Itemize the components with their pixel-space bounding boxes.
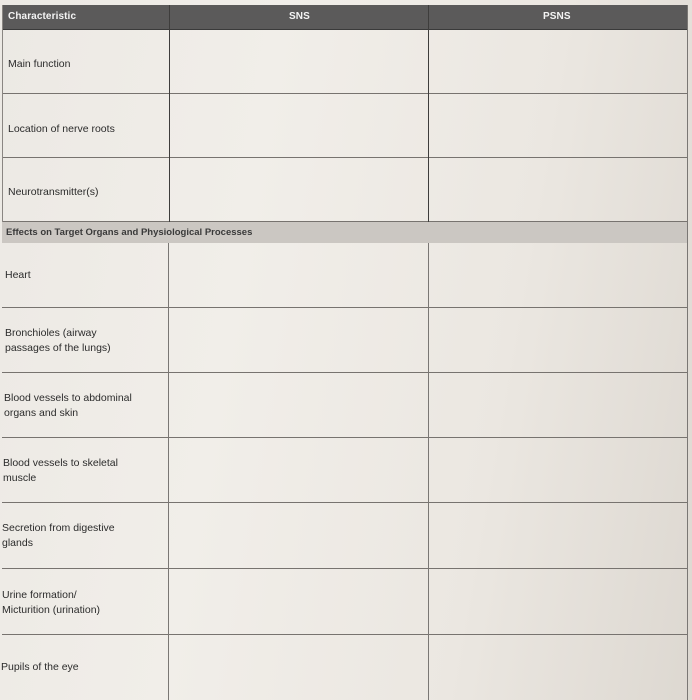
header-psns: PSNS [543,11,571,22]
table-row-heart [2,243,688,308]
table-header [2,5,688,30]
column-divider [2,5,3,222]
row-label [5,268,163,283]
table-row-skeletal-vessels [2,438,688,503]
row-label [4,391,162,421]
row-label [1,660,159,675]
column-divider [169,5,170,222]
table-row-pupils [2,635,688,700]
table-row-neurotransmitters [2,158,688,222]
row-label: Main function [8,58,71,70]
section-title: Effects on Target Organs and Physiological Processes [6,227,253,238]
row-label-line: Pupils of the eye [1,661,79,673]
row-label-line: Secretion from digestive [2,522,115,534]
row-label [3,456,161,486]
table-row-urine [2,569,688,635]
column-divider [687,5,688,700]
row-label [2,588,160,618]
row-label-line: Blood vessels to skeletal [3,457,118,469]
section-header [2,222,688,243]
row-label [5,326,163,356]
table-row-main-function [2,29,688,94]
row-label-line: Urine formation/ [2,589,77,601]
table-row-nerve-roots [2,94,688,158]
row-label: Location of nerve roots [8,123,115,135]
column-divider [428,243,429,700]
table-row-abdominal-vessels [2,373,688,438]
column-divider [168,243,169,700]
row-label: Neurotransmitter(s) [8,186,99,198]
header-characteristic: Characteristic [8,11,77,22]
table-row-bronchioles [2,308,688,373]
row-label [2,521,160,551]
row-label-line: glands [2,537,33,549]
row-label-line: Heart [5,269,31,281]
column-divider [428,5,429,222]
row-label-line: muscle [3,472,37,484]
row-label-line: organs and skin [4,407,79,419]
comparison-table [2,5,688,700]
row-label-line: passages of the lungs) [5,342,111,354]
header-sns: SNS [289,11,310,22]
row-label-line: Micturition (urination) [2,604,101,616]
table-row-digestive-secretion [2,503,688,569]
row-label-line: Blood vessels to abdominal [4,392,132,404]
row-label-line: Bronchioles (airway [5,327,97,339]
